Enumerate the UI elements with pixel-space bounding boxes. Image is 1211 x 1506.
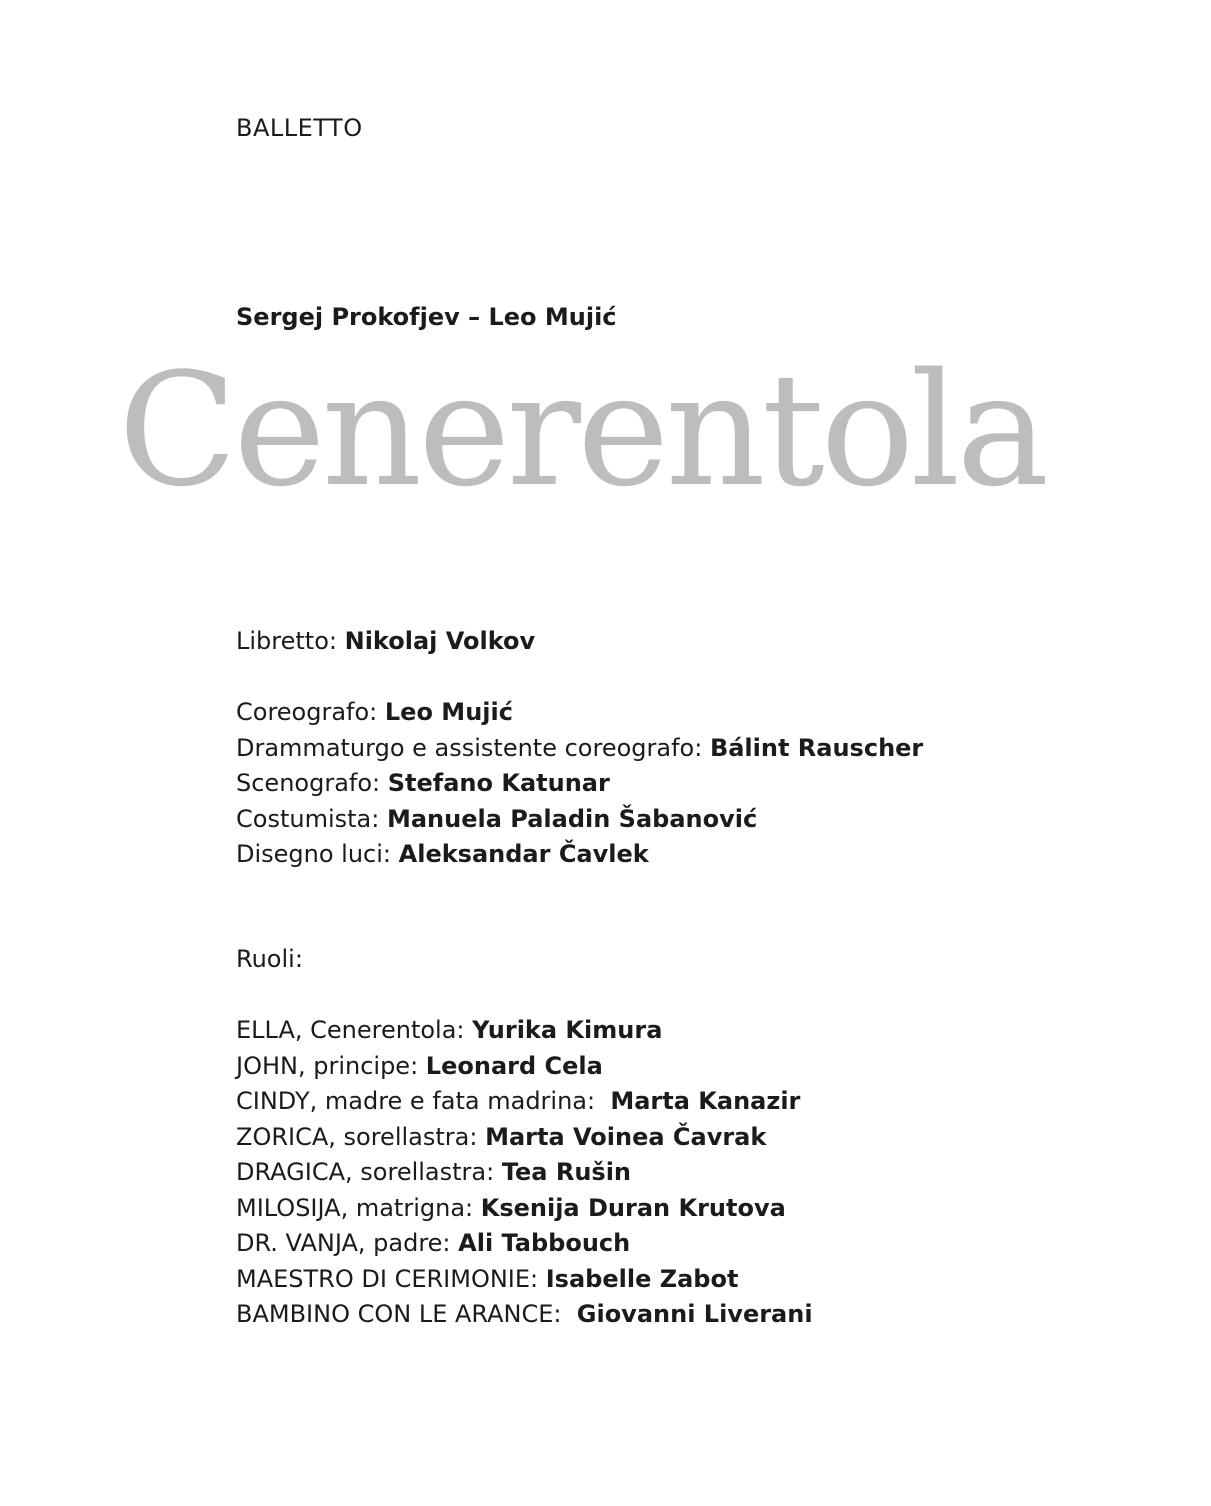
credit-line-choreographer	[236, 695, 923, 731]
cast-line	[236, 1155, 813, 1191]
role-label: MAESTRO DI CERIMONIE:	[236, 1264, 546, 1293]
performer-name: Giovanni Liverani	[576, 1300, 813, 1328]
credit-line-lighting-designer	[236, 837, 923, 873]
cast-line	[236, 1297, 813, 1333]
credit-name: Leo Mujić	[384, 698, 513, 726]
role-label: MILOSIJA, matrigna:	[236, 1193, 481, 1222]
credit-label: Scenografo:	[236, 769, 388, 797]
role-label: CINDY, madre e fata madrina:	[236, 1087, 611, 1115]
credit-label: Costumista:	[236, 804, 387, 833]
page-title: Cenerentola	[118, 339, 1046, 521]
role-label: DR. VANJA, padre:	[236, 1229, 459, 1257]
performer-name: Tea Rušin	[501, 1158, 632, 1186]
credit-label: Coreografo:	[236, 698, 385, 726]
role-label: ZORICA, sorellastra:	[236, 1122, 486, 1151]
cast-line	[236, 1049, 813, 1085]
performer-name: Leonard Cela	[425, 1051, 603, 1080]
credit-name: Nikolaj Volkov	[344, 627, 536, 655]
credit-line-libretto	[236, 624, 535, 660]
crew-credits	[236, 695, 923, 873]
cast-line	[236, 1226, 813, 1262]
libretto-credit	[236, 624, 535, 660]
credit-label: Drammaturgo e assistente coreografo:	[236, 733, 710, 762]
credit-name: Manuela Paladin Šabanović	[386, 804, 758, 833]
performer-name: Ali Tabbouch	[458, 1229, 631, 1257]
roles-heading: Ruoli:	[236, 945, 303, 973]
credit-line-set-designer	[236, 766, 923, 802]
cast-line	[236, 1013, 813, 1049]
role-label: DRAGICA, sorellastra:	[236, 1158, 502, 1186]
credit-name: Stefano Katunar	[387, 769, 610, 797]
composer-credit: Sergej Prokofjev – Leo Mujić	[236, 303, 617, 331]
performer-name: Ksenija Duran Krutova	[480, 1193, 786, 1222]
cast-list	[236, 1013, 813, 1333]
performer-name: Yurika Kimura	[472, 1016, 663, 1044]
role-label: BAMBINO CON LE ARANCE:	[236, 1300, 577, 1328]
cast-line	[236, 1120, 813, 1156]
performer-name: Marta Kanazir	[610, 1087, 801, 1115]
role-label: ELLA, Cenerentola:	[236, 1016, 473, 1044]
credit-line-costume-designer	[236, 802, 923, 838]
credit-name: Aleksandar Čavlek	[398, 840, 649, 868]
role-label: JOHN, principe:	[236, 1051, 426, 1080]
performer-name: Marta Voinea Čavrak	[485, 1122, 767, 1151]
credit-line-dramaturg	[236, 731, 923, 767]
credit-label: Disegno luci:	[236, 840, 399, 868]
credit-label: Libretto:	[236, 627, 345, 655]
cast-line	[236, 1262, 813, 1298]
section-label: BALLETTO	[236, 114, 363, 142]
cast-line	[236, 1084, 813, 1120]
performer-name: Isabelle Zabot	[545, 1264, 739, 1293]
credit-name: Bálint Rauscher	[709, 733, 924, 762]
cast-line	[236, 1191, 813, 1227]
